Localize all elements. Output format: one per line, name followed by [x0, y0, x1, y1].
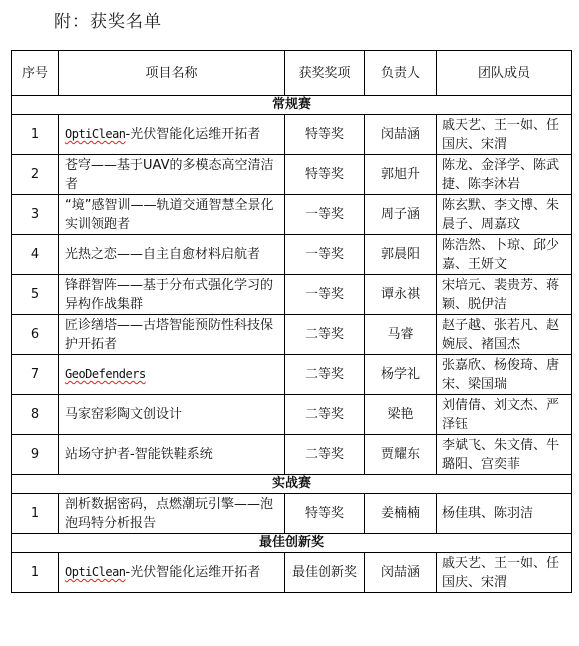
- cell-team: 陈浩然、卜琼、邱少嘉、王妍文: [437, 235, 572, 275]
- table-row: [12, 494, 572, 534]
- cell-index: 1: [12, 115, 59, 155]
- table-row: [12, 355, 572, 395]
- cell-award: 最佳创新奖: [285, 553, 365, 593]
- cell-award: 二等奖: [285, 315, 365, 355]
- cell-project: OptiClean-光伏智能化运维开拓者: [59, 553, 285, 593]
- cell-index: 1: [12, 494, 59, 534]
- cell-award: 特等奖: [285, 115, 365, 155]
- col-header-award: 获奖奖项: [285, 51, 365, 96]
- cell-index: 4: [12, 235, 59, 275]
- table-row: [12, 553, 572, 593]
- section-title: 最佳创新奖: [12, 534, 572, 553]
- cell-lead: 郭旭升: [365, 155, 437, 195]
- section-title: 常规赛: [12, 96, 572, 115]
- cell-project: 马家窑彩陶文创设计: [59, 395, 285, 435]
- table-row: [12, 395, 572, 435]
- header-row: [12, 51, 572, 96]
- table-row: [12, 235, 572, 275]
- cell-project: 苍穹——基于UAV的多模态高空清洁者: [59, 155, 285, 195]
- cell-award: 二等奖: [285, 355, 365, 395]
- cell-lead: 姜楠楠: [365, 494, 437, 534]
- col-header-lead: 负责人: [365, 51, 437, 96]
- cell-lead: 马睿: [365, 315, 437, 355]
- table-row: [12, 115, 572, 155]
- cell-award: 特等奖: [285, 494, 365, 534]
- cell-award: 一等奖: [285, 235, 365, 275]
- cell-index: 6: [12, 315, 59, 355]
- table-row: [12, 315, 572, 355]
- cell-lead: 贾耀东: [365, 435, 437, 475]
- cell-lead: 郭晨阳: [365, 235, 437, 275]
- section-title: 实战赛: [12, 475, 572, 494]
- cell-team: 戚天艺、王一如、任国庆、宋渭: [437, 115, 572, 155]
- cell-lead: 闵喆涵: [365, 553, 437, 593]
- cell-index: 1: [12, 553, 59, 593]
- cell-project: GeoDefenders: [59, 355, 285, 395]
- cell-team: 宋培元、裴贵芳、蒋颖、脱伊洁: [437, 275, 572, 315]
- cell-project: 剖析数据密码，点燃潮玩引擎——泡泡玛特分析报告: [59, 494, 285, 534]
- cell-team: 刘倩倩、刘文杰、严泽钰: [437, 395, 572, 435]
- cell-index: 5: [12, 275, 59, 315]
- table-row: [12, 275, 572, 315]
- cell-lead: 周子涵: [365, 195, 437, 235]
- cell-award: 二等奖: [285, 395, 365, 435]
- award-table: [11, 50, 572, 593]
- table-row: [12, 435, 572, 475]
- section-row: [12, 475, 572, 494]
- cell-lead: 杨学礼: [365, 355, 437, 395]
- cell-award: 二等奖: [285, 435, 365, 475]
- section-row: [12, 534, 572, 553]
- section-row: [12, 96, 572, 115]
- cell-team: 李斌飞、朱文倩、牛璐阳、宫奕菲: [437, 435, 572, 475]
- cell-award: 一等奖: [285, 195, 365, 235]
- cell-award: 一等奖: [285, 275, 365, 315]
- cell-project: 锋群智阵——基于分布式强化学习的异构作战集群: [59, 275, 285, 315]
- table-body: [12, 96, 572, 593]
- cell-team: 陈玄默、李文博、朱晨子、周嘉玟: [437, 195, 572, 235]
- cell-lead: 梁艳: [365, 395, 437, 435]
- cell-team: 张嘉欣、杨俊琦、唐宋、梁国瑞: [437, 355, 572, 395]
- cell-award: 特等奖: [285, 155, 365, 195]
- cell-project: 匠诊缮塔——古塔智能预防性科技保护开拓者: [59, 315, 285, 355]
- cell-index: 8: [12, 395, 59, 435]
- cell-project: OptiClean-光伏智能化运维开拓者: [59, 115, 285, 155]
- cell-project: 站场守护者-智能铁鞋系统: [59, 435, 285, 475]
- col-header-index: 序号: [12, 51, 59, 96]
- page-heading: 附：获奖名单: [54, 12, 162, 32]
- col-header-project: 项目名称: [59, 51, 285, 96]
- col-header-team: 团队成员: [437, 51, 572, 96]
- cell-team: 杨佳琪、陈羽洁: [437, 494, 572, 534]
- cell-project: “境”感智训——轨道交通智慧全景化实训领跑者: [59, 195, 285, 235]
- table-row: [12, 155, 572, 195]
- cell-index: 7: [12, 355, 59, 395]
- table-row: [12, 195, 572, 235]
- cell-team: 戚天艺、王一如、任国庆、宋渭: [437, 553, 572, 593]
- cell-index: 2: [12, 155, 59, 195]
- cell-index: 3: [12, 195, 59, 235]
- cell-team: 赵子越、张若凡、赵婉辰、褚国杰: [437, 315, 572, 355]
- cell-lead: 谭永祺: [365, 275, 437, 315]
- cell-lead: 闵喆涵: [365, 115, 437, 155]
- cell-project: 光热之恋——自主自愈材料启航者: [59, 235, 285, 275]
- cell-team: 陈龙、金泽学、陈武捷、陈李沐岩: [437, 155, 572, 195]
- cell-index: 9: [12, 435, 59, 475]
